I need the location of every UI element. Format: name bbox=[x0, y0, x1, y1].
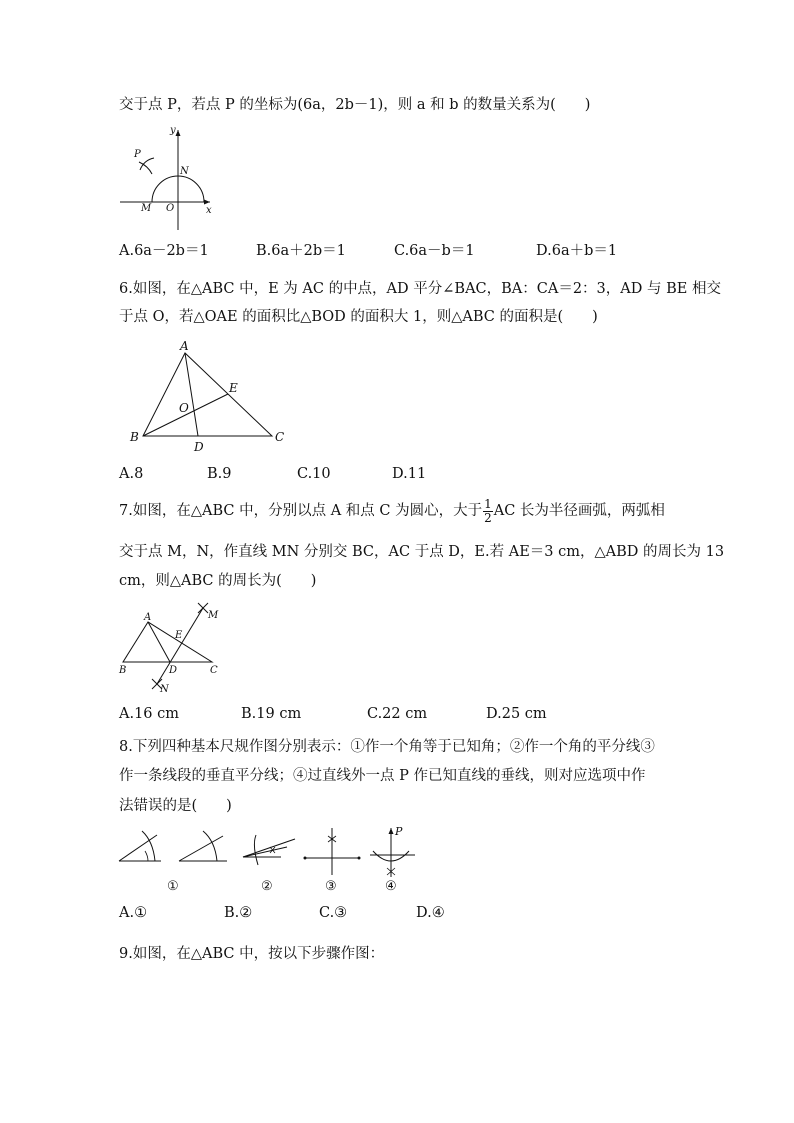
q7-label-n: N bbox=[160, 684, 169, 695]
q8-option-c[interactable]: C.③ bbox=[319, 905, 348, 921]
q6-label-o: O bbox=[179, 401, 189, 415]
q6-label-c: C bbox=[275, 430, 285, 444]
q6-figure bbox=[125, 340, 295, 455]
q7-option-a[interactable]: A.16 cm bbox=[119, 706, 180, 722]
q7-stem-line3: cm，则△ABC 的周长为( ) bbox=[119, 573, 317, 589]
q6-option-b[interactable]: B.9 bbox=[207, 466, 232, 482]
q6-stem-line1: 6.如图，在△ABC 中，E 为 AC 的中点，AD 平分∠BAC，BA：CA＝2：3，AD 与 BE 相交 bbox=[119, 281, 721, 297]
q7-option-b[interactable]: B.19 cm bbox=[241, 706, 302, 722]
q7-stem-post: AC 长为半径画弧，两弧相 bbox=[493, 503, 665, 519]
q7-stem-line1 bbox=[119, 497, 665, 525]
q7-frac-num: 1 bbox=[484, 496, 492, 511]
q5-figure bbox=[118, 124, 218, 234]
q6-label-a: A bbox=[180, 339, 189, 353]
q8-label-p: P bbox=[395, 825, 403, 838]
q5-label-x: x bbox=[206, 205, 212, 216]
q7-label-b: B bbox=[119, 665, 127, 676]
q6-label-d: D bbox=[194, 440, 204, 454]
q7-option-c[interactable]: C.22 cm bbox=[367, 706, 428, 722]
q6-option-a[interactable]: A.8 bbox=[119, 466, 144, 482]
q6-option-d[interactable]: D.11 bbox=[392, 466, 427, 482]
q6-option-c[interactable]: C.10 bbox=[297, 466, 331, 482]
q7-fraction bbox=[483, 498, 493, 525]
q5-stem: 交于点 P，若点 P 的坐标为(6a，2b－1)，则 a 和 b 的数量关系为( ) bbox=[119, 97, 591, 113]
q5-option-b[interactable]: B.6a＋2b＝1 bbox=[256, 243, 346, 259]
q6-stem-line2: 于点 O，若△OAE 的面积比△BOD 的面积大 1，则△ABC 的面积是( ) bbox=[119, 309, 598, 325]
q8-figure bbox=[115, 823, 425, 898]
q8-option-d[interactable]: D.④ bbox=[416, 905, 445, 921]
q8-stem-line2: 作一条线段的垂直平分线；④过直线外一点 P 作已知直线的垂线，则对应选项中作 bbox=[119, 768, 646, 784]
q5-label-o: O bbox=[166, 203, 175, 214]
q5-option-a[interactable]: A.6a－2b＝1 bbox=[119, 243, 209, 259]
q7-label-e: E bbox=[175, 630, 183, 641]
q9-stem-line1: 9.如图，在△ABC 中，按以下步骤作图： bbox=[119, 946, 385, 962]
q5-label-m: M bbox=[141, 203, 152, 214]
q7-option-d[interactable]: D.25 cm bbox=[486, 706, 547, 722]
q5-label-y: y bbox=[170, 125, 176, 136]
q7-frac-den: 2 bbox=[484, 510, 492, 525]
q8-option-a[interactable]: A.① bbox=[119, 905, 148, 921]
q8-label-3: ③ bbox=[325, 879, 337, 894]
q8-label-1: ① bbox=[167, 879, 179, 894]
q5-label-p: P bbox=[134, 149, 141, 160]
q5-label-n: N bbox=[180, 166, 189, 177]
q7-stem-pre: 7.如图，在△ABC 中，分别以点 A 和点 C 为圆心，大于 bbox=[119, 503, 483, 519]
q8-label-2: ② bbox=[261, 879, 273, 894]
q6-label-b: B bbox=[130, 430, 139, 444]
q8-label-4: ④ bbox=[385, 879, 397, 894]
q5-option-d[interactable]: D.6a＋b＝1 bbox=[536, 243, 618, 259]
q7-figure bbox=[117, 600, 232, 695]
q8-stem-line1: 8.下列四种基本尺规作图分别表示：①作一个角等于已知角；②作一个角的平分线③ bbox=[119, 739, 655, 755]
q7-label-d: D bbox=[169, 665, 178, 676]
q8-stem-line3: 法错误的是( ) bbox=[119, 798, 232, 814]
q7-label-c: C bbox=[210, 665, 218, 676]
q7-label-m: M bbox=[208, 610, 219, 621]
q6-label-e: E bbox=[229, 381, 238, 395]
q8-option-b[interactable]: B.② bbox=[224, 905, 253, 921]
q5-option-c[interactable]: C.6a－b＝1 bbox=[394, 243, 475, 259]
q7-label-a: A bbox=[144, 612, 152, 623]
q7-stem-line2: 交于点 M，N，作直线 MN 分别交 BC，AC 于点 D，E.若 AE＝3 cm，△ABD 的周长为 13 bbox=[119, 544, 725, 560]
